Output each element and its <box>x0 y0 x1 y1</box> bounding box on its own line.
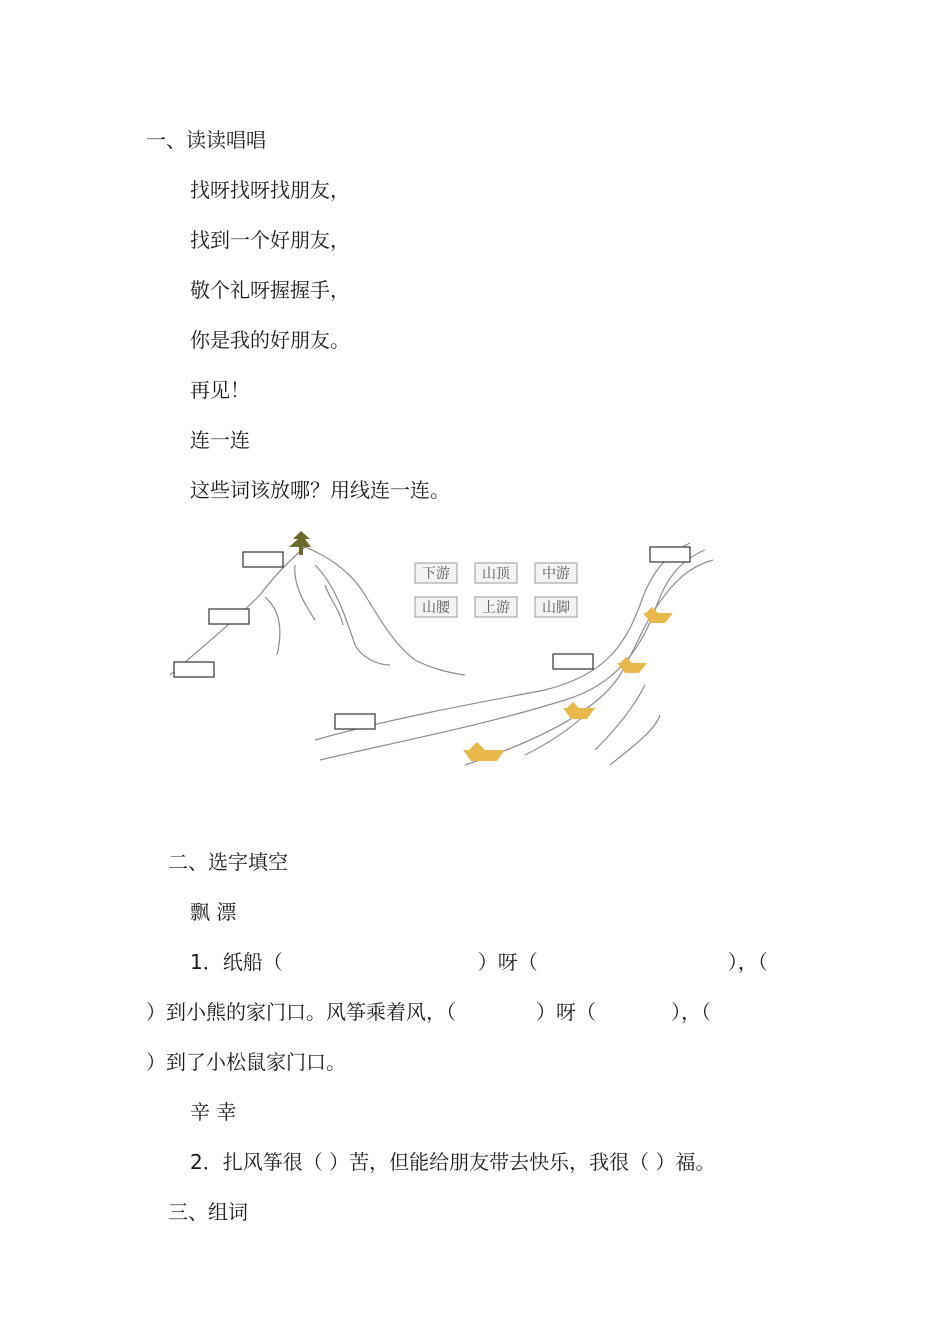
q1-text: ），（ <box>727 950 768 974</box>
tree-icon <box>289 531 311 555</box>
section3-heading: 三、组词 <box>168 1200 248 1224</box>
mountain-river-figure <box>165 525 725 785</box>
word-label: 中游 <box>542 566 570 582</box>
word-label: 山脚 <box>542 600 570 616</box>
word-label: 山腰 <box>422 600 450 616</box>
poem-line-3: 敬个礼呀握握手， <box>190 278 350 302</box>
char-pair-1: 飘 漂 <box>190 900 237 924</box>
section1-heading: 一、读读唱唱 <box>146 128 266 152</box>
q1-text: ）呀（ <box>536 1000 596 1024</box>
word-label: 上游 <box>482 600 510 616</box>
question-2: 2．扎风筝很（ ）苦，但能给朋友带去快乐，我很（ ）福。 <box>190 1150 716 1174</box>
question-1-line-3: ）到了小松鼠家门口。 <box>146 1050 346 1074</box>
question-1-line-2 <box>146 998 711 1026</box>
question-1-line-1 <box>190 948 768 976</box>
boat-icon <box>463 607 673 761</box>
char-pair-2: 辛 幸 <box>190 1100 237 1124</box>
q1-text: 1．纸船（ <box>190 950 283 974</box>
connect-instruction: 这些词该放哪？用线连一连。 <box>190 478 450 502</box>
word-label: 山顶 <box>482 566 510 582</box>
q1-text: ），（ <box>671 1000 711 1024</box>
section2-heading: 二、选字填空 <box>168 850 288 874</box>
connect-heading: 连一连 <box>190 428 250 452</box>
poem-line-5: 再见！ <box>190 378 250 402</box>
poem-line-2: 找到一个好朋友， <box>190 228 350 252</box>
q1-text: ）到小熊的家门口。风筝乘着风，（ <box>146 1000 456 1024</box>
q1-text: ）呀（ <box>477 950 538 974</box>
word-label: 下游 <box>422 566 450 582</box>
poem-line-1: 找呀找呀找朋友， <box>190 178 350 202</box>
poem-line-4: 你是我的好朋友。 <box>190 328 350 352</box>
